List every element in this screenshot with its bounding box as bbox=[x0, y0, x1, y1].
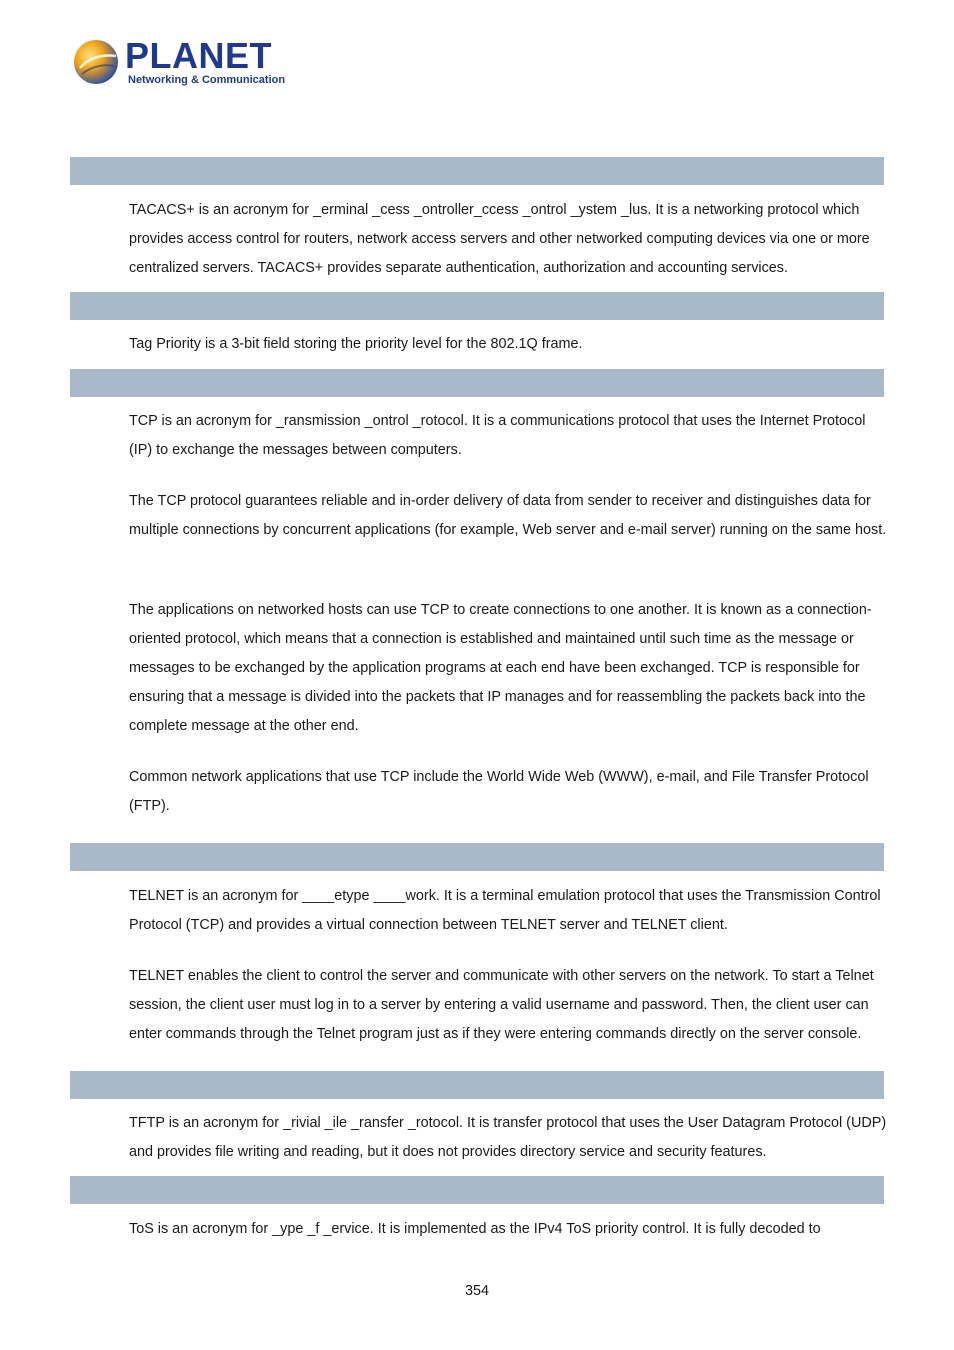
paragraph: TCP is an acronym for _ransmission _ontrol _rotocol. It is a communications protocol that uses the Internet Protocol (IP) to exchange the messages between computers. bbox=[129, 413, 866, 458]
paragraph: TELNET enables the client to control the server and communicate with other servers on the network. To start a Telnet session, the client user must log in to a server by entering a valid username and password. Then, the client user can enter commands through the Telnet program just as if they were entering commands directly on the server console. bbox=[129, 968, 874, 1042]
paragraph: TACACS+ is an acronym for _erminal _cess _ontroller_ccess _ontrol _ystem _lus. It is a networking protocol which provides access control for routers, network access servers and other networked computing devices via one or more centralized servers. TACACS+ provides separate authentication, authorization and accounting services. bbox=[129, 202, 870, 276]
globe-icon bbox=[72, 38, 120, 86]
page-number: 354 bbox=[464, 1283, 489, 1299]
section-header-bar bbox=[70, 1176, 884, 1204]
paragraph: TFTP is an acronym for _rivial _ile _ransfer _rotocol. It is transfer protocol that uses the User Datagram Protocol (UDP) and provides file writing and reading, but it does not provides directory service and security features. bbox=[129, 1115, 887, 1160]
paragraph: Tag Priority is a 3-bit field storing the priority level for the 802.1Q frame. bbox=[129, 336, 583, 352]
logo-tagline: Networking & Communication bbox=[128, 74, 286, 86]
paragraph: The applications on networked hosts can use TCP to create connections to one another. It is known as a connection-oriented protocol, which means that a connection is established and maintained until such time as the message or messages to be exchanged by the application programs at each end have been exchanged. TCP is responsible for ensuring that a message is divided into the packets that IP manages and for reassembling the packets back into the complete message at the other end. bbox=[129, 602, 872, 734]
logo-wordmark: PLANET bbox=[125, 35, 272, 76]
section-header-bar bbox=[70, 157, 884, 185]
section-header-bar bbox=[70, 292, 884, 320]
section-header-bar bbox=[70, 1071, 884, 1099]
paragraph: Common network applications that use TCP include the World Wide Web (WWW), e-mail, and File Transfer Protocol (FTP). bbox=[129, 769, 869, 814]
paragraph: ToS is an acronym for _ype _f _ervice. It is implemented as the IPv4 ToS priority control. It is fully decoded to bbox=[129, 1221, 821, 1237]
section-header-bar bbox=[70, 843, 884, 871]
paragraph: TELNET is an acronym for ____etype ____work. It is a terminal emulation protocol that uses the Transmission Control Protocol (TCP) and provides a virtual connection between TELNET server and TELNET client. bbox=[129, 888, 881, 933]
paragraph: The TCP protocol guarantees reliable and in-order delivery of data from sender to receiver and distinguishes data for multiple connections by concurrent applications (for example, Web server and e-mail server) running on the same host. bbox=[129, 493, 887, 538]
section-header-bar bbox=[70, 369, 884, 397]
planet-logo bbox=[72, 35, 286, 92]
